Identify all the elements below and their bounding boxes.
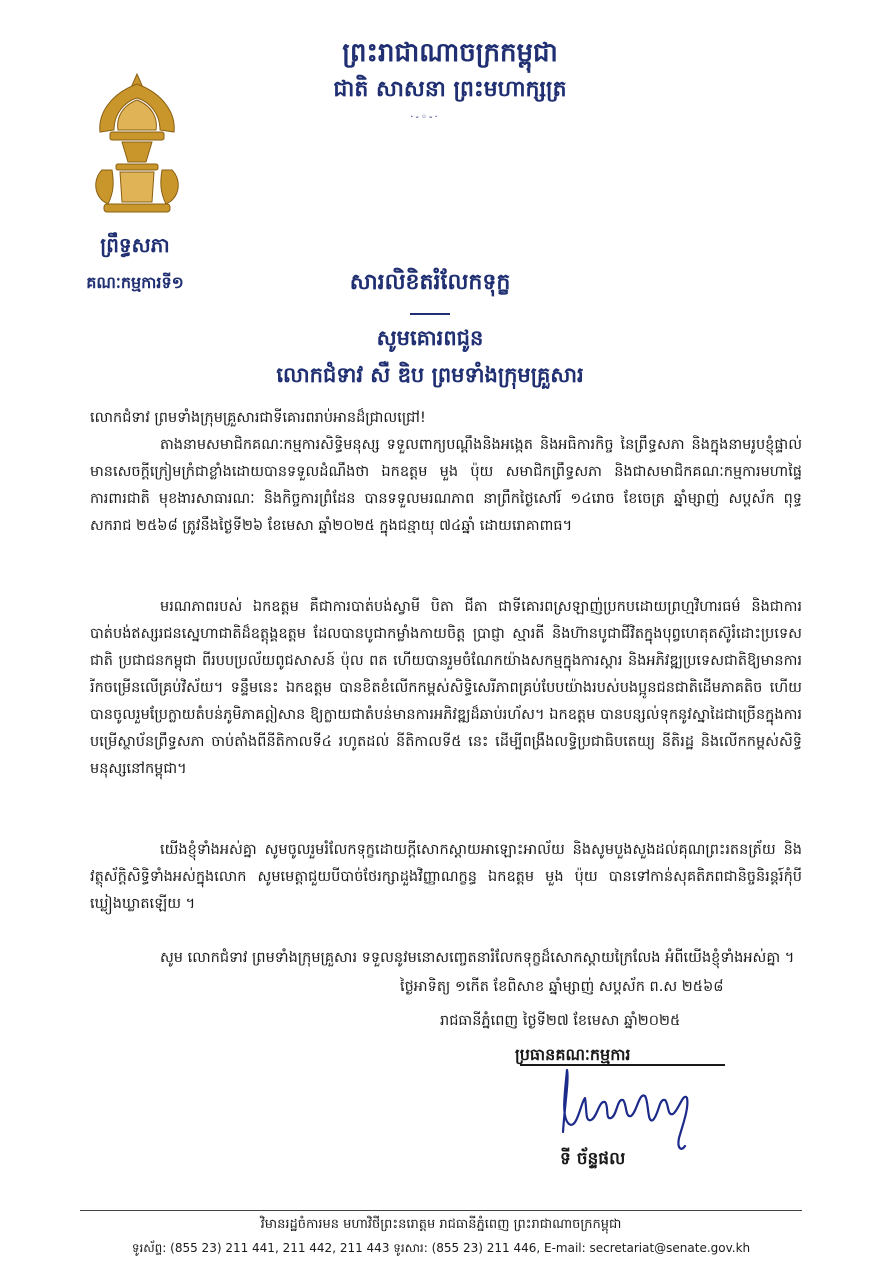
sender-committee: គណៈកម្មការទី១	[86, 273, 184, 292]
nation-motto: ជាតិ សាសនា ព្រះមហាក្សត្រ	[333, 77, 567, 102]
place-and-date: រាជធានីភ្នំពេញ ថ្ងៃទី២៧ ខែមេសា ឆ្នាំ២០២៥	[440, 1013, 681, 1029]
body-paragraph-3: យើងខ្ញុំទាំងអស់គ្នា សូមចូលរួមរំលែកទុក្ខដោយក្ដីសោកស្ដាយអាឡោះអាល័យ និងសូមបួងសួងដល់គុណព្រះរតនត្រ័យ និងវត្ថុស័ក្តិសិទ្ធិទាំងអស់ក្នុងលោក សូមមេត្តាជួយបីបាច់ថែរក្សាដួងវិញ្ញាណក្ខន្ធ ឯកឧត្តម មួង ប៉ុយ បានទៅកាន់សុគតិភពជានិច្ចនិរន្តរ៍កុំបីឃ្លៀងឃ្លាតឡើយ ។	[90, 842, 802, 912]
recipient-greeting: សូមគោរពជូន	[376, 326, 484, 350]
signer-name: ទី ច័ន្ទផល	[560, 1149, 626, 1169]
title-divider	[410, 313, 450, 315]
handwritten-signature	[555, 1062, 705, 1157]
signer-title: ប្រធានគណៈកម្មការ	[515, 1045, 631, 1064]
body-paragraph-1: តាងនាមសមាជិកគណៈកម្មការសិទ្ធិមនុស្ស ទទួលពាក្យបណ្ដឹងនិងអង្កេត និងអធិការកិច្ច នៃព្រឹទ្ធសភា និងក្នុងនាមរូបខ្ញុំផ្ទាល់មានសេចក្ដីក្រៀមក្រំជាខ្លាំងដោយបានទទួលដំណឹងថា ឯកឧត្តម មួង ប៉ុយ សមាជិកព្រឹទ្ធសភា និងជាសមាជិកគណៈកម្មការមហាផ្ទៃ ការពារជាតិ មុខងារសាធារណៈ និងកិច្ចការព្រំដែន បានទទួលមរណភាព នាព្រឹកថ្ងៃសៅរ៍ ១៤រោច ខែចេត្រ ឆ្នាំម្សាញ់ សប្តស័ក ពុទ្ធសករាជ ២៥៦៨ ត្រូវនឹងថ្ងៃទី២៦ ខែមេសា ឆ្នាំ២០២៥ ក្នុងជន្មាយុ ៧៤ឆ្នាំ ដោយរោគាពាធ។	[90, 437, 802, 534]
sender-organization: ព្រឹទ្ធសភា	[100, 233, 170, 257]
salutation: លោកជំទាវ ព្រមទាំងក្រុមគ្រួសារជាទីគោរពរាប់អានដ៏ជ្រាលជ្រៅ!	[90, 410, 426, 426]
recipient-name: លោកជំទាវ សឺ ឌិប ព្រមទាំងក្រុមគ្រួសារ	[276, 363, 584, 387]
lunar-date: ថ្ងៃអាទិត្យ ១កើត ខែពិសាខ ឆ្នាំម្សាញ់ សប្តស័ក ព.ស ២៥៦៨	[400, 979, 724, 995]
senate-emblem-icon	[82, 70, 192, 220]
body-paragraph-4: សូម លោកជំទាវ ព្រមទាំងក្រុមគ្រួសារ ទទួលនូវមនោសញ្ចេតនារំលែកទុក្ខដ៏សោកស្តាយក្រៃលែង អំពីយើងខ្ញុំទាំងអស់គ្នា ។	[160, 950, 795, 966]
footer-divider	[80, 1210, 802, 1211]
motto-ornament: ·-◦-·	[410, 112, 440, 123]
footer-address: វិមានរដ្ឋចំការមន មហាវិថីព្រះនរោត្តម រាជធានីភ្នំពេញ ព្រះរាជាណាចក្រកម្ពុជា	[260, 1217, 622, 1232]
kingdom-motto: ព្រះរាជាណាចក្រកម្ពុជា	[342, 38, 558, 68]
document-title: សារលិខិតរំលែកទុក្ខ	[349, 270, 511, 295]
footer-contact: ទូរស័ព្ទ: (855 23) 211 441, 211 442, 211 443 ទូរសារ: (855 23) 211 446, E-mail: secretariat@senate.gov.kh	[131, 1241, 751, 1255]
body-paragraph-2: មរណភាពរបស់ ឯកឧត្តម គឺជាការបាត់បង់ស្វាមី បិតា ជីតា ជាទីគោរពស្រឡាញ់ប្រកបដោយព្រហ្មវិហារធម៌ និងជាការបាត់បង់ឥស្សរជនស្នេហាជាតិដ៏ឧត្តុង្គឧត្តម ដែលបានបូជាកម្លាំងកាយចិត្ត ប្រាជ្ញា ស្មារតី និងហ៊ានបូជាជីវិតក្នុងបុព្វហេតុតស៊ូរំដោះប្រទេសជាតិ ប្រជាជនកម្ពុជា ពីរបបប្រល័យពូជសាសន៍ ប៉ុល ពត ហើយបានរួមចំណែកយ៉ាងសកម្មក្នុងការស្តារ និងអភិវឌ្ឍប្រទេសជាតិឱ្យមានការរីកចម្រើនលើគ្រប់វិស័យ។ ទន្ទឹមនេះ ឯកឧត្តម បានខិតខំលើកកម្ពស់សិទ្ធិសេរីភាពគ្រប់បែបយ៉ាងរបស់បងប្អូនជនជាតិដើមភាគតិច ហើយបានចូលរួមប្រែក្លាយតំបន់ភូមិភាគឦសាន ឱ្យក្លាយជាតំបន់មានការអភិវឌ្ឍដ៏ឆាប់រហ័ស។ ឯកឧត្តម បានបន្សល់ទុកនូវស្នាដៃជាច្រើនក្នុងការបម្រើស្ថាប័នព្រឹទ្ធសភា ចាប់តាំងពីនីតិកាលទី៤ រហូតដល់ នីតិកាលទី៥ នេះ ដើម្បីពង្រឹងលទ្ធិប្រជាធិបតេយ្យ នីតិរដ្ឋ និងលើកកម្ពស់សិទ្ធិមនុស្សនៅកម្ពុជា។	[90, 599, 802, 777]
